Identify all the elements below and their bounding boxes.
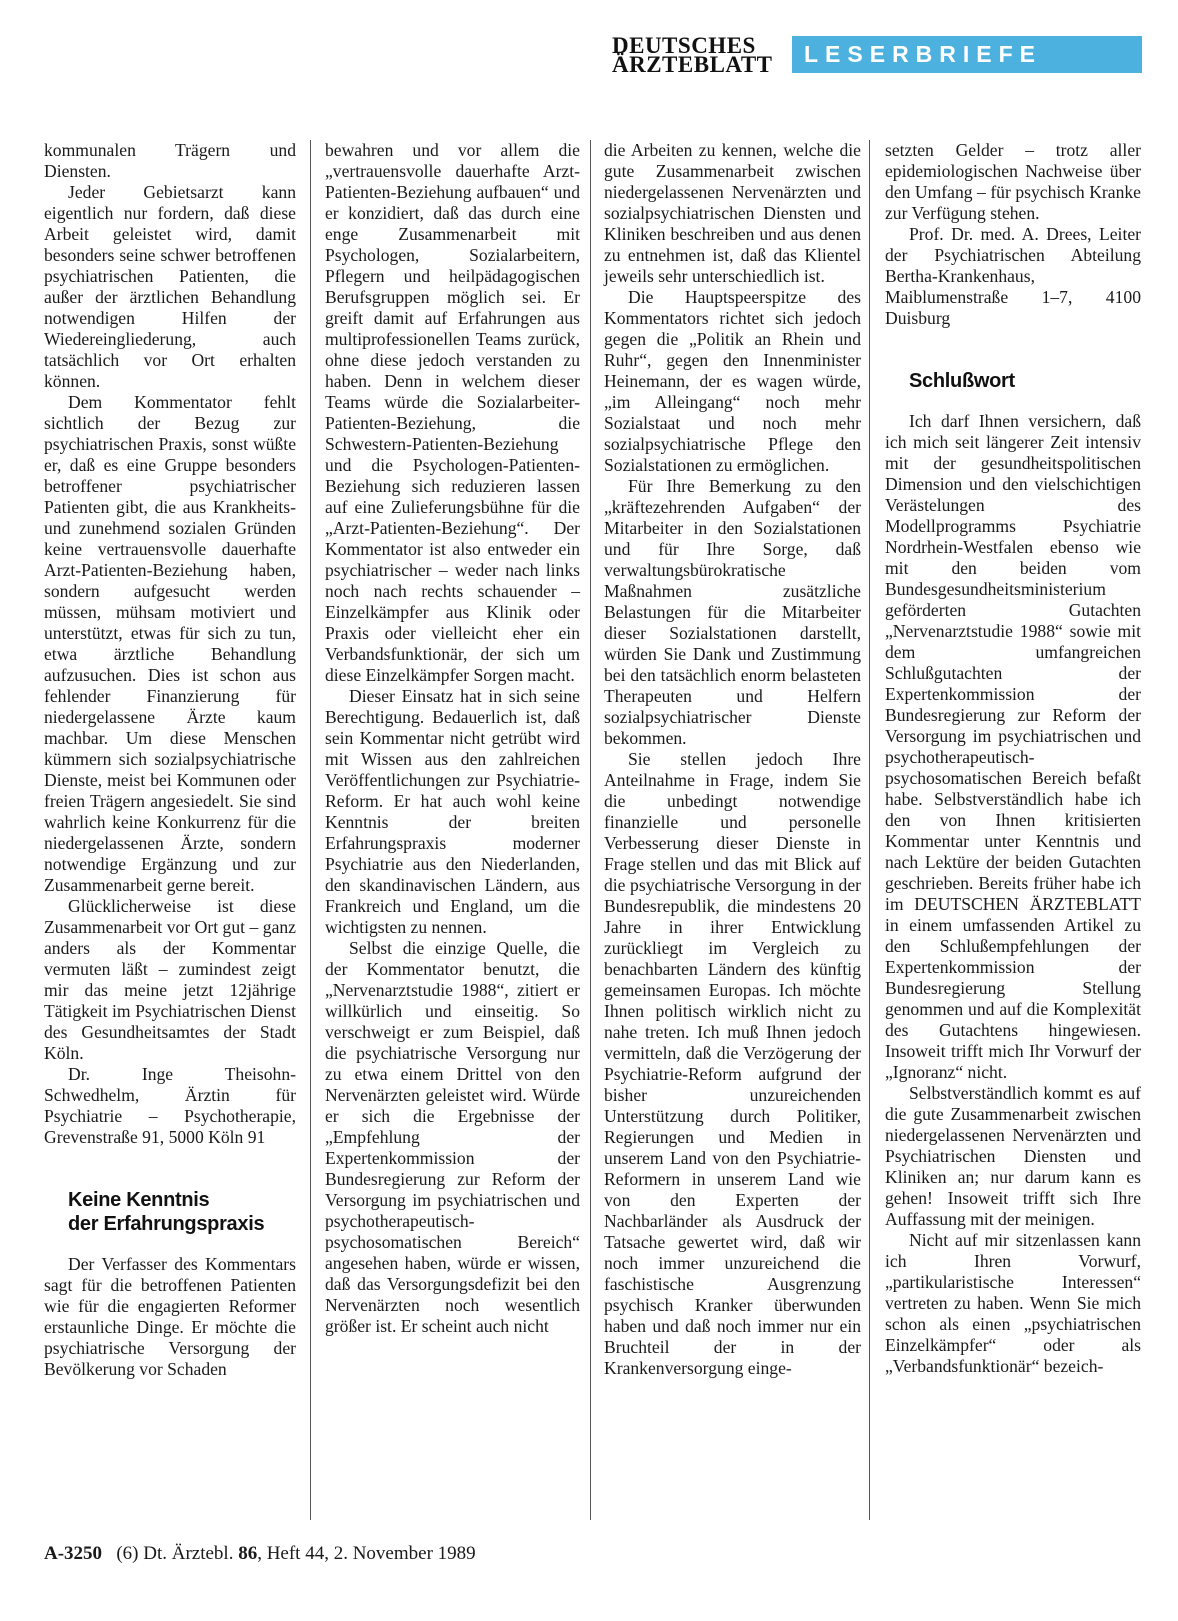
column-divider (310, 140, 311, 1520)
letter-signature: Prof. Dr. med. A. Drees, Leiter der Psychiatrischen Abteilung Bertha-Krankenhaus, Maiblumenstraße 1–7, 4100 Duisburg (885, 224, 1141, 328)
masthead-line-1: DEUTSCHES (612, 33, 756, 58)
paragraph: kommunalen Trägern und Diensten. (44, 140, 296, 181)
paragraph: Selbst die einzige Quelle, die der Kommentator benutzt, die „Nervenarztstudie 1988“, zitiert er willkürlich und einseitig. So verschweigt er zum Beispiel, daß die psychiatrische Versorgung nur zu etwa einem Drittel von den Nervenärzten geleistet wird. Würde er sich die Ergebnisse der „Empfehlung der Expertenkommission der Bundesregierung zur Reform der Versorgung im psychiatrischen und psychotherapeutisch-psychosomatischen Bereich“ angesehen haben, würde er wissen, daß das Versorgungsdefizit bei den Nervenärzten noch wesentlich größer ist. Er scheint auch nicht (325, 938, 580, 1336)
page-footer (44, 1543, 476, 1565)
paragraph: Dieser Einsatz hat in sich seine Berechtigung. Bedauerlich ist, daß sein Kommentar nicht getrübt wird mit Wissen aus den zahlreichen Veröffentlichungen zur Psychiatrie-Reform. Er hat auch wohl keine Kenntnis der breiten Erfahrungspraxis moderner Psychiatrie aus den Niederlanden, den skandinavischen Ländern, aus Frankreich und England, um die wichtigsten zu nennen. (325, 686, 580, 937)
paragraph: Die Hauptspeerspitze des Kommentators richtet sich jedoch gegen die „Politik an Rhein und Ruhr“, gegen den Innenminister Heinemann, der es wagen würde, „im Alleingang“ noch mehr Sozialstaat und noch mehr sozialpsychiatrische Pflege den Sozialstationen zu ermöglichen. (604, 287, 861, 475)
letter-signature: Dr. Inge Theisohn-Schwedhelm, Ärztin für Psychiatrie – Psychotherapie, Grevenstraße 91, 5000 Köln 91 (44, 1064, 296, 1147)
column-2 (325, 140, 580, 1337)
column-1 (44, 140, 296, 1380)
paragraph: bewahren und vor allem die „vertrauensvolle dauerhafte Arzt-Patienten-Beziehung aufbauen“ und er konzidiert, daß das durch eine enge Zusammenarbeit mit Psychologen, Sozialarbeitern, Pflegern und heilpädagogischen Berufsgruppen möglich sei. Er greift damit auf Erfahrungen aus multiprofessionellen Teams zurück, ohne diese jedoch verstanden zu haben. Denn in welchem dieser Teams würde die Sozialarbeiter-Patienten-Beziehung, die Schwestern-Patienten-Beziehung und die Psychologen-Patienten-Beziehung sich reduzieren lassen auf eine Zulieferungsbühne für die „Arzt-Patienten-Beziehung“. Der Kommentator ist also entweder ein psychiatrischer – weder nach links noch nach rechts schauender – Einzelkämpfer aus Klinik oder Praxis oder vielleicht eher ein Verbandsfunktionär, der sich um diese Einzelkämpfer Sorgen macht. (325, 140, 580, 685)
masthead (612, 33, 773, 77)
paragraph: Jeder Gebietsarzt kann eigentlich nur fordern, daß diese Arbeit geleistet wird, damit besonders seine schwer betroffenen psychiatrischen Patienten, die außer der ärztlichen Behandlung notwendigen Hilfen der Wiedereingliederung, auch tatsächlich vor Ort erhalten können. (44, 182, 296, 391)
paragraph: die Arbeiten zu kennen, welche die gute Zusammenarbeit zwischen niedergelassenen Nervenärzten und sozialpsychiatrischen Diensten und Kliniken beschreiben und aus denen zu entnehmen ist, daß das Klientel jeweils sehr unterschiedlich ist. (604, 140, 861, 286)
column-3 (604, 140, 861, 1379)
paragraph: Für Ihre Bemerkung zu den „kräftezehrenden Aufgaben“ der Mitarbeiter in den Sozialstationen und für Ihre Sorge, daß verwaltungsbürokratische Maßnahmen zusätzliche Belastungen für die Mitarbeiter dieser Sozialstationen darstellt, würden Sie Dank und Zustimmung bei den tatsächlich enorm belasteten Therapeuten und Helfern sozialpsychiatrischer Dienste bekommen. (604, 476, 861, 748)
article-heading: Schlußwort (909, 370, 1015, 392)
article-heading-line-2: der Erfahrungspraxis (68, 1213, 265, 1235)
paragraph: Dem Kommentator fehlt sichtlich der Bezug zur psychiatrischen Praxis, sonst wüßte er, daß es eine Gruppe besonders betroffener psychiatrischer Patienten gibt, die aus Krankheits- und zunehmend sozialen Gründen keine vertrauensvolle dauerhafte Arzt-Patienten-Beziehung haben, sondern aufgesucht werden müssen, mühsam motiviert und unterstützt, etwas für sich zu tun, etwa ärztliche Behandlung aufzusuchen. Dies ist schon aus fehlender Finanzierung für niedergelassene Ärzte kaum machbar. Um diese Menschen kümmern sich sozialpsychiatrische Dienste, meist bei Kommunen oder freien Trägern angesiedelt. Sie sind wahrlich keine Konkurrenz für die niedergelassenen Ärzte, sondern notwendige Ergänzung und zur Zusammenarbeit gerne bereit. (44, 392, 296, 895)
paragraph: Glücklicherweise ist diese Zusammenarbeit vor Ort gut – ganz anders als der Kommentar vermuten läßt – zumindest zeigt mir das meine jetzt 12jährige Tätigkeit im Psychiatrischen Dienst des Gesundheitsamtes der Stadt Köln. (44, 896, 296, 1063)
journal-volume: 86 (238, 1543, 258, 1564)
column-divider (590, 140, 591, 1520)
paragraph: setzten Gelder – trotz aller epidemiologischen Nachweise über den Umfang – für psychisch Kranke zur Verfügung stehen. (885, 140, 1141, 223)
page-number: A-3250 (44, 1543, 103, 1564)
paragraph: Selbstverständlich kommt es auf die gute Zusammenarbeit zwischen niedergelassenen Nervenärzten und Psychiatrischen Diensten und Kliniken an; nur darum kann es gehen! Insoweit trifft sich Ihre Auffassung mit der meinigen. (885, 1083, 1141, 1229)
masthead-line-2: ÄRZTEBLATT (612, 52, 773, 77)
article-heading-line-1: Keine Kenntnis (68, 1189, 210, 1211)
column-4 (885, 140, 1141, 1377)
issue-date: , Heft 44, 2. November 1989 (257, 1543, 476, 1564)
paragraph: Ich darf Ihnen versichern, daß ich mich seit längerer Zeit intensiv mit der gesundheitspolitischen Dimension und den vielschichtigen Verästelungen des Modellprogramms Psychiatrie Nordrhein-Westfalen ebenso wie mit den beiden vom Bundesgesundheitsministerium geförderten Gutachten „Nervenarztstudie 1988“ sowie mit dem umfangreichen Schlußgutachten der Expertenkommission der Bundesregierung zur Reform der Versorgung im psychiatrischen und psychotherapeutisch-psychosomatischen Bereich befaßt habe. Selbstverständlich habe ich den von Ihnen kritisierten Kommentar unter Kenntnis und nach Lektüre der beiden Gutachten geschrieben. Bereits früher habe ich im DEUTSCHEN ÄRZTEBLATT in einem umfassenden Artikel zu den Schlußempfehlungen der Expertenkommission der Bundesregierung Stellung genommen und auf die Komplexität des Gutachtens hingewiesen. Insoweit trifft mich Ihr Vorwurf der „Ignoranz“ nicht. (885, 411, 1141, 1082)
paragraph: Nicht auf mir sitzenlassen kann ich Ihren Vorwurf, „partikularistische Interessen“ vertreten zu haben. Wenn Sie mich schon als einen „psychiatrischen Einzelkämpfer“ oder als „Verbandsfunktionär“ bezeich- (885, 1230, 1141, 1376)
paragraph: Der Verfasser des Kommentars sagt für die betroffenen Patienten wie für die engagierten Reformer erstaunliche Dinge. Er möchte die psychiatrische Versorgung der Bevölkerung vor Schaden (44, 1254, 296, 1379)
paragraph: Sie stellen jedoch Ihre Anteilnahme in Frage, indem Sie die unbedingt notwendige finanzielle und personelle Verbesserung dieser Dienste in Frage stellen und das mit Blick auf die psychiatrische Versorgung in der Bundesrepublik, die mindestens 20 Jahre in ihrer Entwicklung zurückliegt im Vergleich zu benachbarten Ländern des künftig gemeinsamen Europas. Ich möchte Ihnen politisch wirklich nicht zu nahe treten. Ich muß Ihnen jedoch vermitteln, daß die Verzögerung der Psychiatrie-Reform aufgrund der bisher unzureichenden Unterstützung durch Politiker, Regierungen und Medien in unserem Land von den Psychiatrie-Reformern in unserem Land wie von den Experten der Nachbarländer als Ausdruck der Tatsache gewertet wird, daß wir noch immer unzureichend die faschistische Ausgrenzung psychisch Kranker überwunden haben und daß noch immer nur ein Bruchteil der in der Krankenversorgung einge- (604, 749, 861, 1378)
journal-issue: (6) Dt. Ärztebl. (116, 1543, 234, 1564)
column-divider (869, 140, 870, 1520)
section-rubric: LESERBRIEFE (792, 36, 1142, 73)
